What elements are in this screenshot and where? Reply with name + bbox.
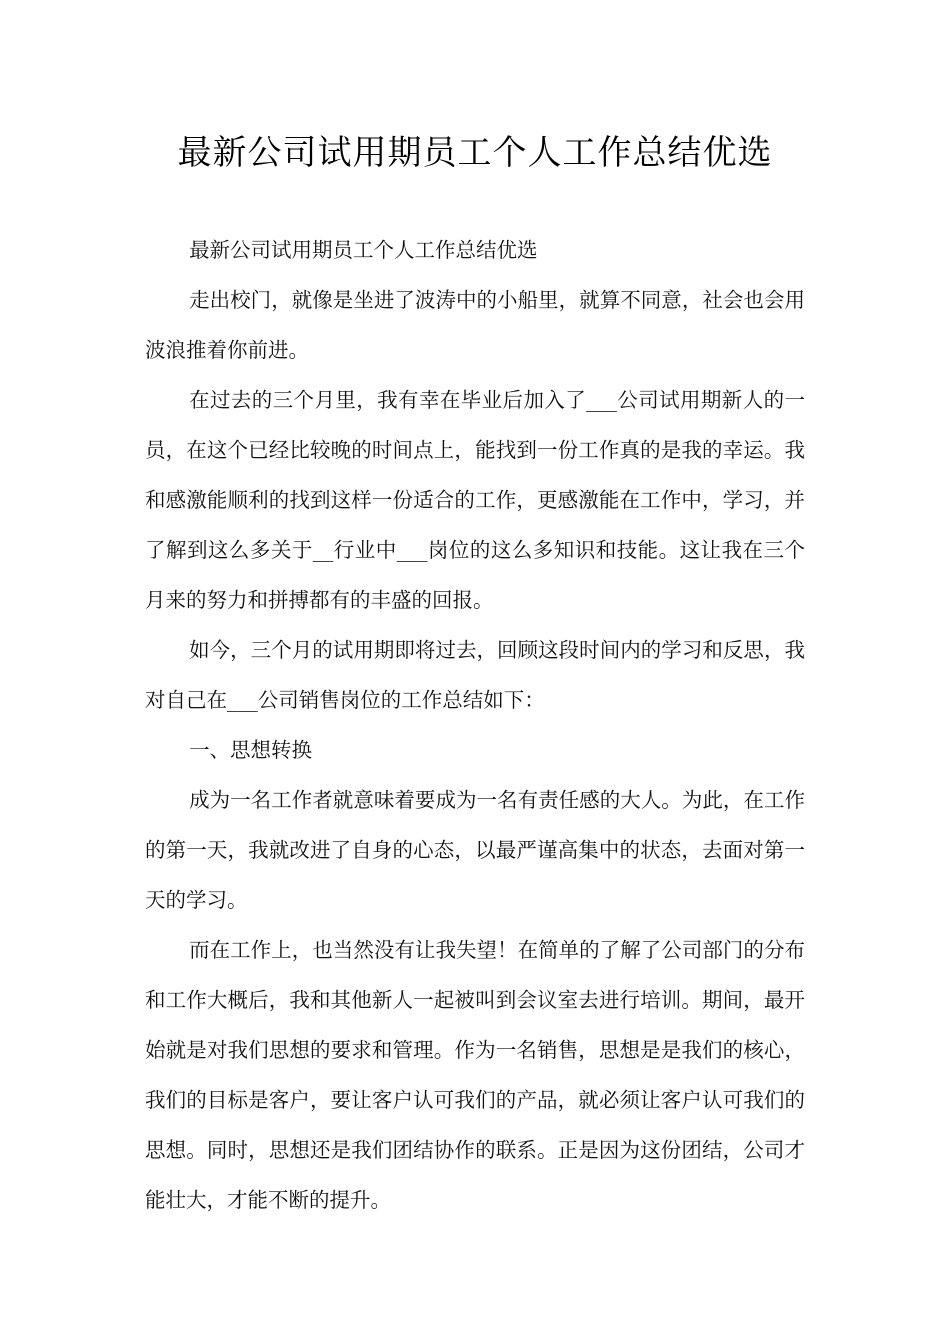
paragraph-intro: 走出校门，就像是坐进了波涛中的小船里，就算不同意，社会也会用波浪推着你前进。	[145, 288, 805, 362]
document-title: 最新公司试用期员工个人工作总结优选	[177, 133, 773, 173]
paragraph-subtitle: 最新公司试用期员工个人工作总结优选	[189, 238, 538, 262]
paragraph-training: 而在工作上，也当然没有让我失望！在简单的了解了公司部门的分布和工作大概后，我和其他新人一起被叫到会议室去进行培训。期间，最开始就是对我们思想的要求和管理。作为一名销售，思想是是我们的核心，我们的目标是客户，要让客户认可我们的产品，就必须让客户认可我们的思想。同时，思想还是我们团结协作的联系。正是因为这份团结，公司才能壮大，才能不断的提升。	[145, 938, 805, 1212]
paragraph-summary-lead: 如今，三个月的试用期即将过去，回顾这段时间内的学习和反思，我对自己在___公司销售岗位的工作总结如下：	[145, 638, 805, 712]
paragraph-mindset: 成为一名工作者就意味着要成为一名有责任感的大人。为此，在工作的第一天，我就改进了自身的心态，以最严谨高集中的状态，去面对第一天的学习。	[145, 788, 805, 912]
document-body	[145, 225, 805, 1225]
paragraph-background: 在过去的三个月里，我有幸在毕业后加入了___公司试用期新人的一员，在这个已经比较晚的时间点上，能找到一份工作真的是我的幸运。我和感激能顺利的找到这样一份适合的工作，更感激能在工作中，学习，并了解到这么多关于__行业中___岗位的这么多知识和技能。这让我在三个月来的努力和拼搏都有的丰盛的回报。	[145, 388, 805, 612]
section-heading-1: 一、思想转换	[189, 738, 313, 762]
